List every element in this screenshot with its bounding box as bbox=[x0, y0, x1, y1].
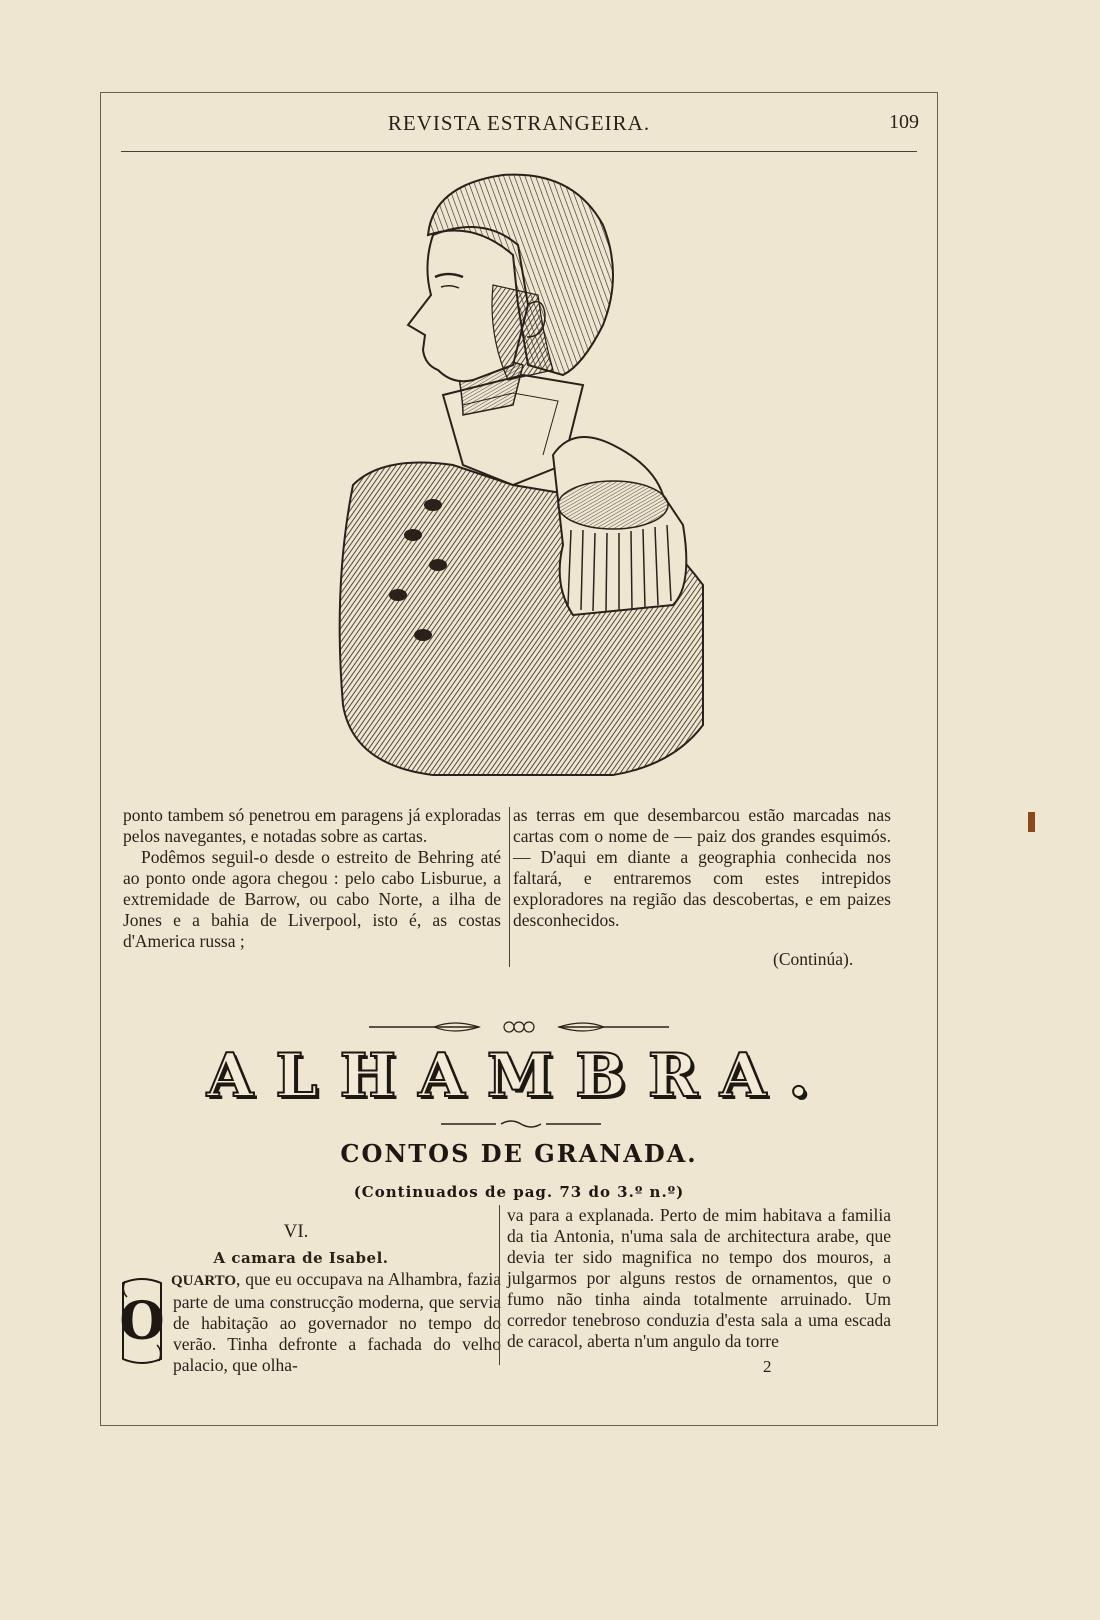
chapter-title: A camara de Isabel. bbox=[213, 1249, 389, 1267]
paragraph: ponto tambem só penetrou em paragens já exploradas pelos navegantes, e notadas sobre as cartas. bbox=[123, 805, 501, 846]
page-number: 109 bbox=[889, 111, 919, 133]
column-rule bbox=[509, 807, 510, 967]
lead-word: QUARTO bbox=[171, 1273, 237, 1289]
column-rule bbox=[499, 1205, 500, 1365]
paragraph: va para a explanada. Perto de mim habitava a familia da tia Antonia, n'uma sala de architectura arabe, que devia ter sido magnifica no tempo dos mouros, a julgarmos por alguns restos de ornamentos, que o fumo não tinha ainda totalmente arruinado. Um corredor tenebroso conduzia d'esta sala a uma escada de caracol, aberta n'um angulo da torre bbox=[507, 1205, 891, 1351]
edge-mark bbox=[1028, 812, 1035, 832]
drop-cap-letter: O bbox=[119, 1291, 165, 1352]
chapter-left-column bbox=[123, 1269, 501, 1376]
continuation-note: (Continuados de pag. 73 do 3.º n.º) bbox=[353, 1183, 685, 1201]
paragraph: as terras em que desembarcou estão marcadas nas cartas com o nome de — paiz dos grandes esquimós. — D'aqui em diante a geographia conhecida nos faltará, e entraremos com estes intrepidos exploradores na região das descobertas, e em paizes desconhecidos. bbox=[513, 805, 891, 930]
ornamental-divider bbox=[369, 1017, 669, 1037]
paragraph bbox=[123, 1269, 501, 1376]
section-subtitle: CONTOS DE GRANADA. bbox=[340, 1139, 698, 1168]
left-column-text bbox=[123, 805, 501, 952]
page-frame bbox=[100, 92, 938, 1426]
continua-note: (Continúa). bbox=[773, 949, 854, 969]
running-head bbox=[101, 111, 937, 139]
chapter-number: VI. bbox=[283, 1221, 309, 1242]
right-column-text bbox=[513, 805, 891, 931]
signature-mark: 2 bbox=[763, 1357, 772, 1376]
paragraph-text: , que eu occupava na Alhambra, fazia parte de uma construcção moderna, que servia de habitação ao governador no tempo do verão. Tinha defronte a fachada do velho palacio, que olha- bbox=[173, 1269, 501, 1375]
running-title: REVISTA ESTRANGEIRA. bbox=[387, 111, 651, 135]
paragraph: Podêmos seguil-o desde o estreito de Behring até ao ponto onde agora chegou : pelo cabo Lisburue, a extremidade de Barrow, ou cabo Norte, a ilha de Jones e a bahia de Liverpool, isto é, as costas d'America russa ; bbox=[123, 847, 501, 951]
small-ornament bbox=[441, 1118, 601, 1130]
section-title: ALHAMBRA. bbox=[206, 1041, 832, 1111]
header-rule bbox=[121, 151, 917, 152]
portrait-engraving bbox=[313, 165, 733, 785]
chapter-right-column bbox=[507, 1205, 891, 1352]
